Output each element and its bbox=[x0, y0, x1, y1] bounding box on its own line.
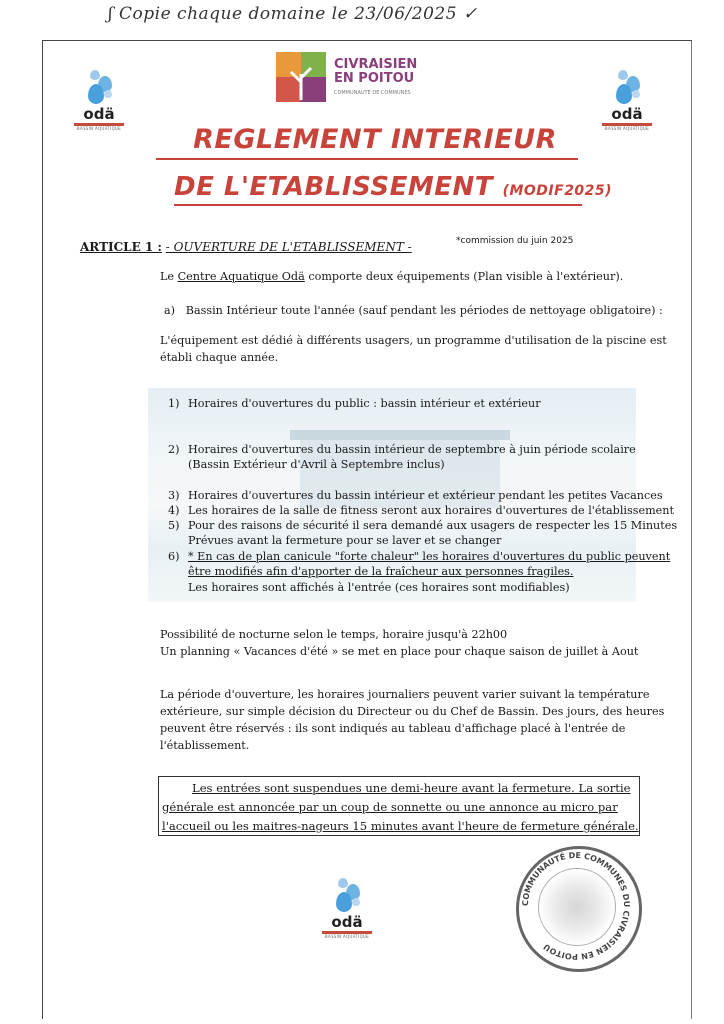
title-line-1: REGLEMENT INTERIEUR bbox=[193, 124, 557, 155]
article-heading bbox=[80, 240, 412, 254]
list-item-4 bbox=[168, 503, 674, 518]
intro-paragraph bbox=[160, 268, 623, 285]
notice-line-2: générale est annoncée par un coup de sonnette ou une annonce au micro par bbox=[162, 800, 618, 814]
title-line-2-main: DE L'ETABLISSEMENT bbox=[174, 172, 493, 202]
list-subtext: être modifiés afin d'apporter de la fraîcheur aux personnes fragiles. bbox=[188, 565, 574, 578]
list-item-5 bbox=[168, 518, 677, 548]
notice-line-1: Les entrées sont suspendues une demi-heure avant la fermeture. La sortie bbox=[192, 781, 631, 795]
article-title: - OUVERTURE DE L'ETABLISSEMENT - bbox=[165, 240, 412, 254]
list-number: 2) bbox=[168, 443, 180, 456]
oda-drops-icon bbox=[318, 874, 376, 914]
periode-line-3: peuvent être réservés : ils sont indiqués au tableau d'affichage placé à l'entrée de bbox=[160, 722, 626, 735]
item-a-text: Bassin Intérieur toute l'année (sauf pendant les périodes de nettoyage obligatoire) : bbox=[185, 304, 663, 317]
oda-wordmark: odä bbox=[611, 105, 643, 123]
notice-line-3: l'accueil ou les maitres-nageurs 15 minutes avant l'heure de fermeture générale. bbox=[162, 819, 639, 833]
notice-text bbox=[162, 779, 638, 836]
item-a bbox=[164, 302, 663, 319]
article-label: ARTICLE 1 : bbox=[80, 240, 162, 254]
handwritten-note: ʃ Copie chaque domaine le 23/06/2025 ✓ bbox=[108, 4, 478, 24]
centre-name: Centre Aquatique Odä bbox=[177, 270, 305, 283]
item-a-marker: a) bbox=[164, 304, 176, 317]
list-number: 4) bbox=[168, 504, 180, 517]
oda-logo-right bbox=[598, 66, 656, 131]
list-text: Horaires d'ouvertures du bassin intérieur et extérieur pendant les petites Vacances bbox=[188, 489, 663, 502]
periode-line-2: extérieure, sur simple décision du Directeur ou du Chef de Bassin. Des jours, des heures bbox=[160, 705, 665, 718]
oda-drops-icon bbox=[70, 66, 128, 106]
usage-paragraph bbox=[160, 332, 667, 366]
oda-logo-left bbox=[70, 66, 128, 131]
list-footer: Les horaires sont affichés à l'entrée (ces horaires sont modifiables) bbox=[188, 581, 570, 594]
list-text: * En cas de plan canicule "forte chaleur" les horaires d'ouvertures du public peuvent bbox=[188, 550, 671, 563]
title-modif: (MODIF2025) bbox=[502, 183, 613, 199]
list-text: Horaires d'ouvertures du bassin intérieur de septembre à juin période scolaire bbox=[188, 443, 636, 456]
oda-logo-bottom bbox=[318, 874, 376, 939]
title-underline-1 bbox=[156, 158, 578, 160]
usage-line-2: établi chaque année. bbox=[160, 351, 279, 364]
list-number: 6) bbox=[168, 550, 180, 563]
list-number: 5) bbox=[168, 519, 180, 532]
nocturne-line-1: Possibilité de nocturne selon le temps, horaire jusqu'à 22h00 bbox=[160, 628, 508, 641]
oda-tagline: BASSIN AQUATIQUE bbox=[76, 126, 122, 131]
nocturne-paragraph bbox=[160, 626, 638, 660]
civraisien-name-2: EN POITOU bbox=[334, 71, 415, 86]
oda-tagline: BASSIN AQUATIQUE bbox=[604, 126, 650, 131]
list-item-6 bbox=[168, 549, 670, 579]
title-underline-2 bbox=[174, 204, 582, 206]
commission-note: *commission du juin 2025 bbox=[456, 236, 574, 246]
civraisien-tagline: COMMUNAUTÉ DE COMMUNES bbox=[334, 90, 411, 96]
usage-line-1: L'équipement est dédié à différents usagers, un programme d'utilisation de la piscine est bbox=[160, 334, 667, 347]
list-number: 1) bbox=[168, 397, 180, 410]
civraisien-tree-icon bbox=[276, 52, 326, 102]
oda-drops-icon bbox=[598, 66, 656, 106]
civraisien-logo bbox=[276, 52, 426, 108]
civraisien-name-1: CIVRAISIEN bbox=[334, 57, 418, 72]
svg-text:COMMUNAUTÉ DE COMMUNES DU CIVR bbox=[521, 850, 631, 961]
list-item-2 bbox=[168, 442, 636, 472]
title-line-2 bbox=[174, 172, 612, 202]
intro-prefix: Le bbox=[160, 270, 178, 283]
oda-wordmark: odä bbox=[331, 913, 363, 931]
nocturne-line-2: Un planning « Vacances d'été » se met en place pour chaque saison de juillet à Aout bbox=[160, 645, 639, 658]
periode-paragraph bbox=[160, 686, 665, 754]
list-number: 3) bbox=[168, 489, 180, 502]
list-subtext: Prévues avant la fermeture pour se laver et se changer bbox=[188, 534, 502, 547]
oda-tagline: BASSIN AQUATIQUE bbox=[324, 934, 370, 939]
list-text: Pour des raisons de sécurité il sera demandé aux usagers de respecter les 15 Minutes bbox=[188, 519, 678, 532]
intro-suffix: comporte deux équipements (Plan visible à l'extérieur). bbox=[304, 270, 624, 283]
stamp-ring-text bbox=[516, 846, 636, 966]
list-item-1 bbox=[168, 396, 541, 411]
list-subtext: (Bassin Extérieur d'Avril à Septembre inclus) bbox=[188, 458, 445, 471]
periode-line-1: La période d'ouverture, les horaires journaliers peuvent varier suivant la température bbox=[160, 688, 650, 701]
list-item-3 bbox=[168, 488, 663, 503]
stamp-text: COMMUNAUTÉ DE COMMUNES DU CIVRAISIEN EN POITOU bbox=[520, 850, 632, 962]
periode-line-4: l'établissement. bbox=[160, 739, 250, 752]
oda-wordmark: odä bbox=[83, 105, 115, 123]
list-text: Les horaires de la salle de fitness seront aux horaires d'ouvertures de l'établissement bbox=[188, 504, 675, 517]
list-text: Horaires d'ouvertures du public : bassin intérieur et extérieur bbox=[188, 397, 541, 410]
